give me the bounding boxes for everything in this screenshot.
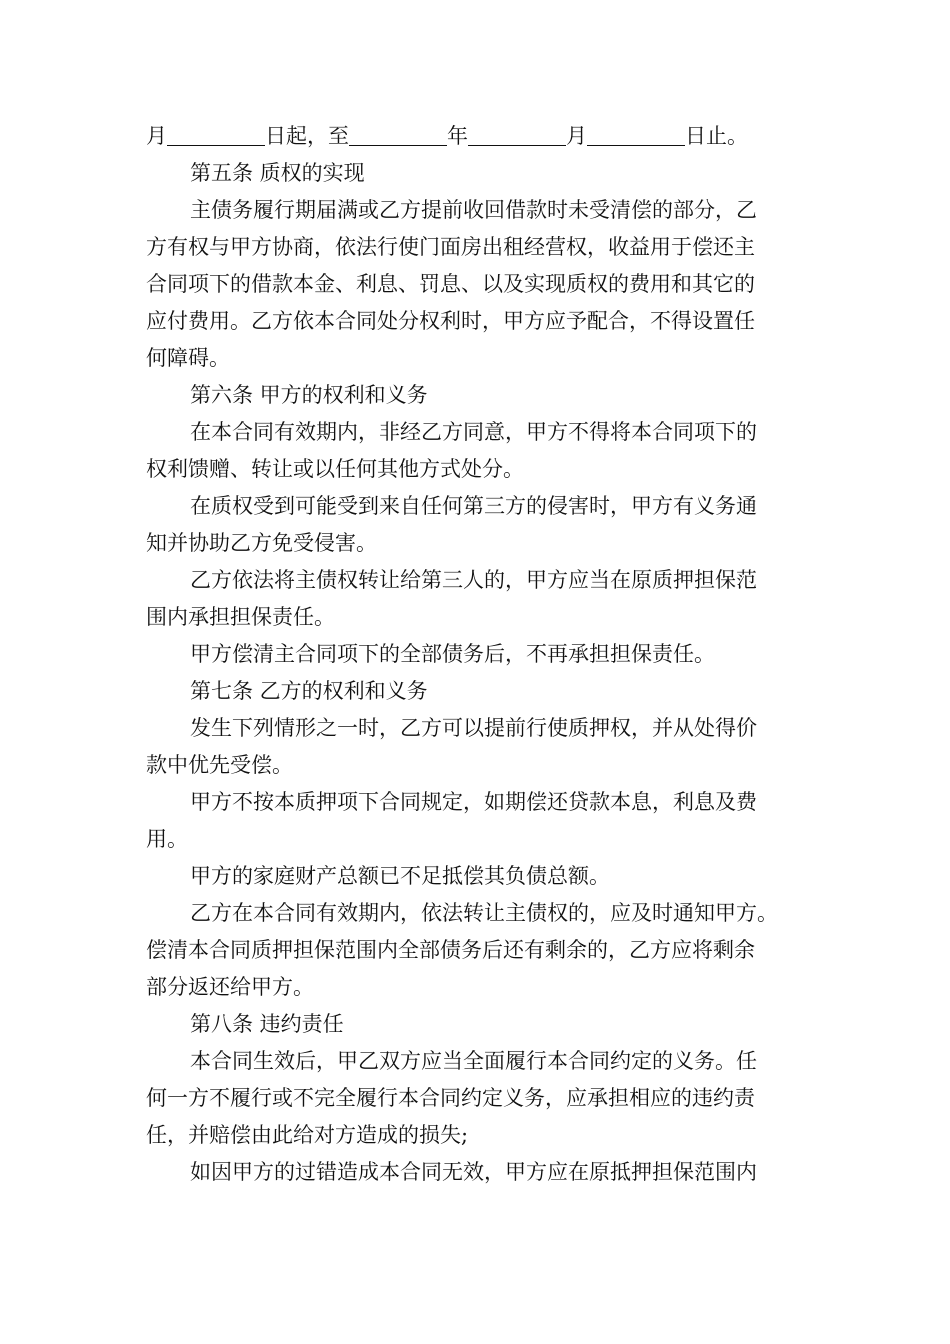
paragraph-line: 围内承担担保责任。 [146,605,335,629]
month-label: 月 [566,124,587,148]
date-range-line [146,118,826,155]
paragraph-line: 方有权与甲方协商，依法行使门面房出租经营权，收益用于偿还主 [146,235,755,259]
fill-in-blank [468,123,566,146]
day-until-label: 日止。 [685,124,748,148]
article-7-heading: 第七条 乙方的权利和义务 [190,679,428,703]
paragraph-line: 在质权受到可能受到来自任何第三方的侵害时，甲方有义务通 [190,494,757,518]
fill-in-blank [587,123,685,146]
fill-in-blank [349,123,447,146]
article-5-heading: 第五条 质权的实现 [190,161,365,185]
month-label: 月 [146,124,167,148]
paragraph-line: 在本合同有效期内，非经乙方同意，甲方不得将本合同项下的 [190,420,757,444]
paragraph-line: 知并协助乙方免受侵害。 [146,531,377,555]
paragraph-line: 用。 [146,827,188,851]
paragraph-line: 部分返还给甲方。 [146,975,314,999]
paragraph-line: 发生下列情形之一时，乙方可以提前行使质押权，并从处得价 [190,716,757,740]
paragraph-line: 偿清本合同质押担保范围内全部债务后还有剩余的，乙方应将剩余 [146,938,755,962]
paragraph-line: 款中优先受偿。 [146,753,293,777]
paragraph-line: 何一方不履行或不完全履行本合同约定义务，应承担相应的违约责 [146,1086,755,1110]
article-6-heading: 第六条 甲方的权利和义务 [190,383,428,407]
paragraph-line: 合同项下的借款本金、利息、罚息、以及实现质权的费用和其它的 [146,272,755,296]
paragraph-line: 乙方依法将主债权转让给第三人的，甲方应当在原质押担保范 [190,568,757,592]
paragraph-line: 如因甲方的过错造成本合同无效，甲方应在原抵押担保范围内 [190,1160,757,1184]
paragraph-line: 甲方的家庭财产总额已不足抵偿其负债总额。 [190,864,610,888]
paragraph-line: 应付费用。乙方依本合同处分权利时，甲方应予配合，不得设置任 [146,309,755,333]
paragraph-line: 本合同生效后，甲乙双方应当全面履行本合同约定的义务。任 [190,1049,757,1073]
paragraph-line: 何障碍。 [146,346,230,370]
paragraph-line: 乙方在本合同有效期内，依法转让主债权的，应及时通知甲方。 [190,901,778,925]
paragraph-line: 甲方偿清主合同项下的全部债务后，不再承担担保责任。 [190,642,715,666]
document-body [146,118,826,1191]
paragraph-line: 任，并赔偿由此给对方造成的损失; [146,1123,469,1147]
paragraph-line: 权利馈赠、转让或以任何其他方式处分。 [146,457,524,481]
fill-in-blank [167,123,265,146]
year-label: 年 [447,124,468,148]
paragraph-line: 主债务履行期届满或乙方提前收回借款时未受清偿的部分，乙 [190,198,757,222]
article-8-heading: 第八条 违约责任 [190,1012,344,1036]
day-from-label: 日起，至 [265,124,349,148]
paragraph-line: 甲方不按本质押项下合同规定，如期偿还贷款本息，利息及费 [190,790,757,814]
